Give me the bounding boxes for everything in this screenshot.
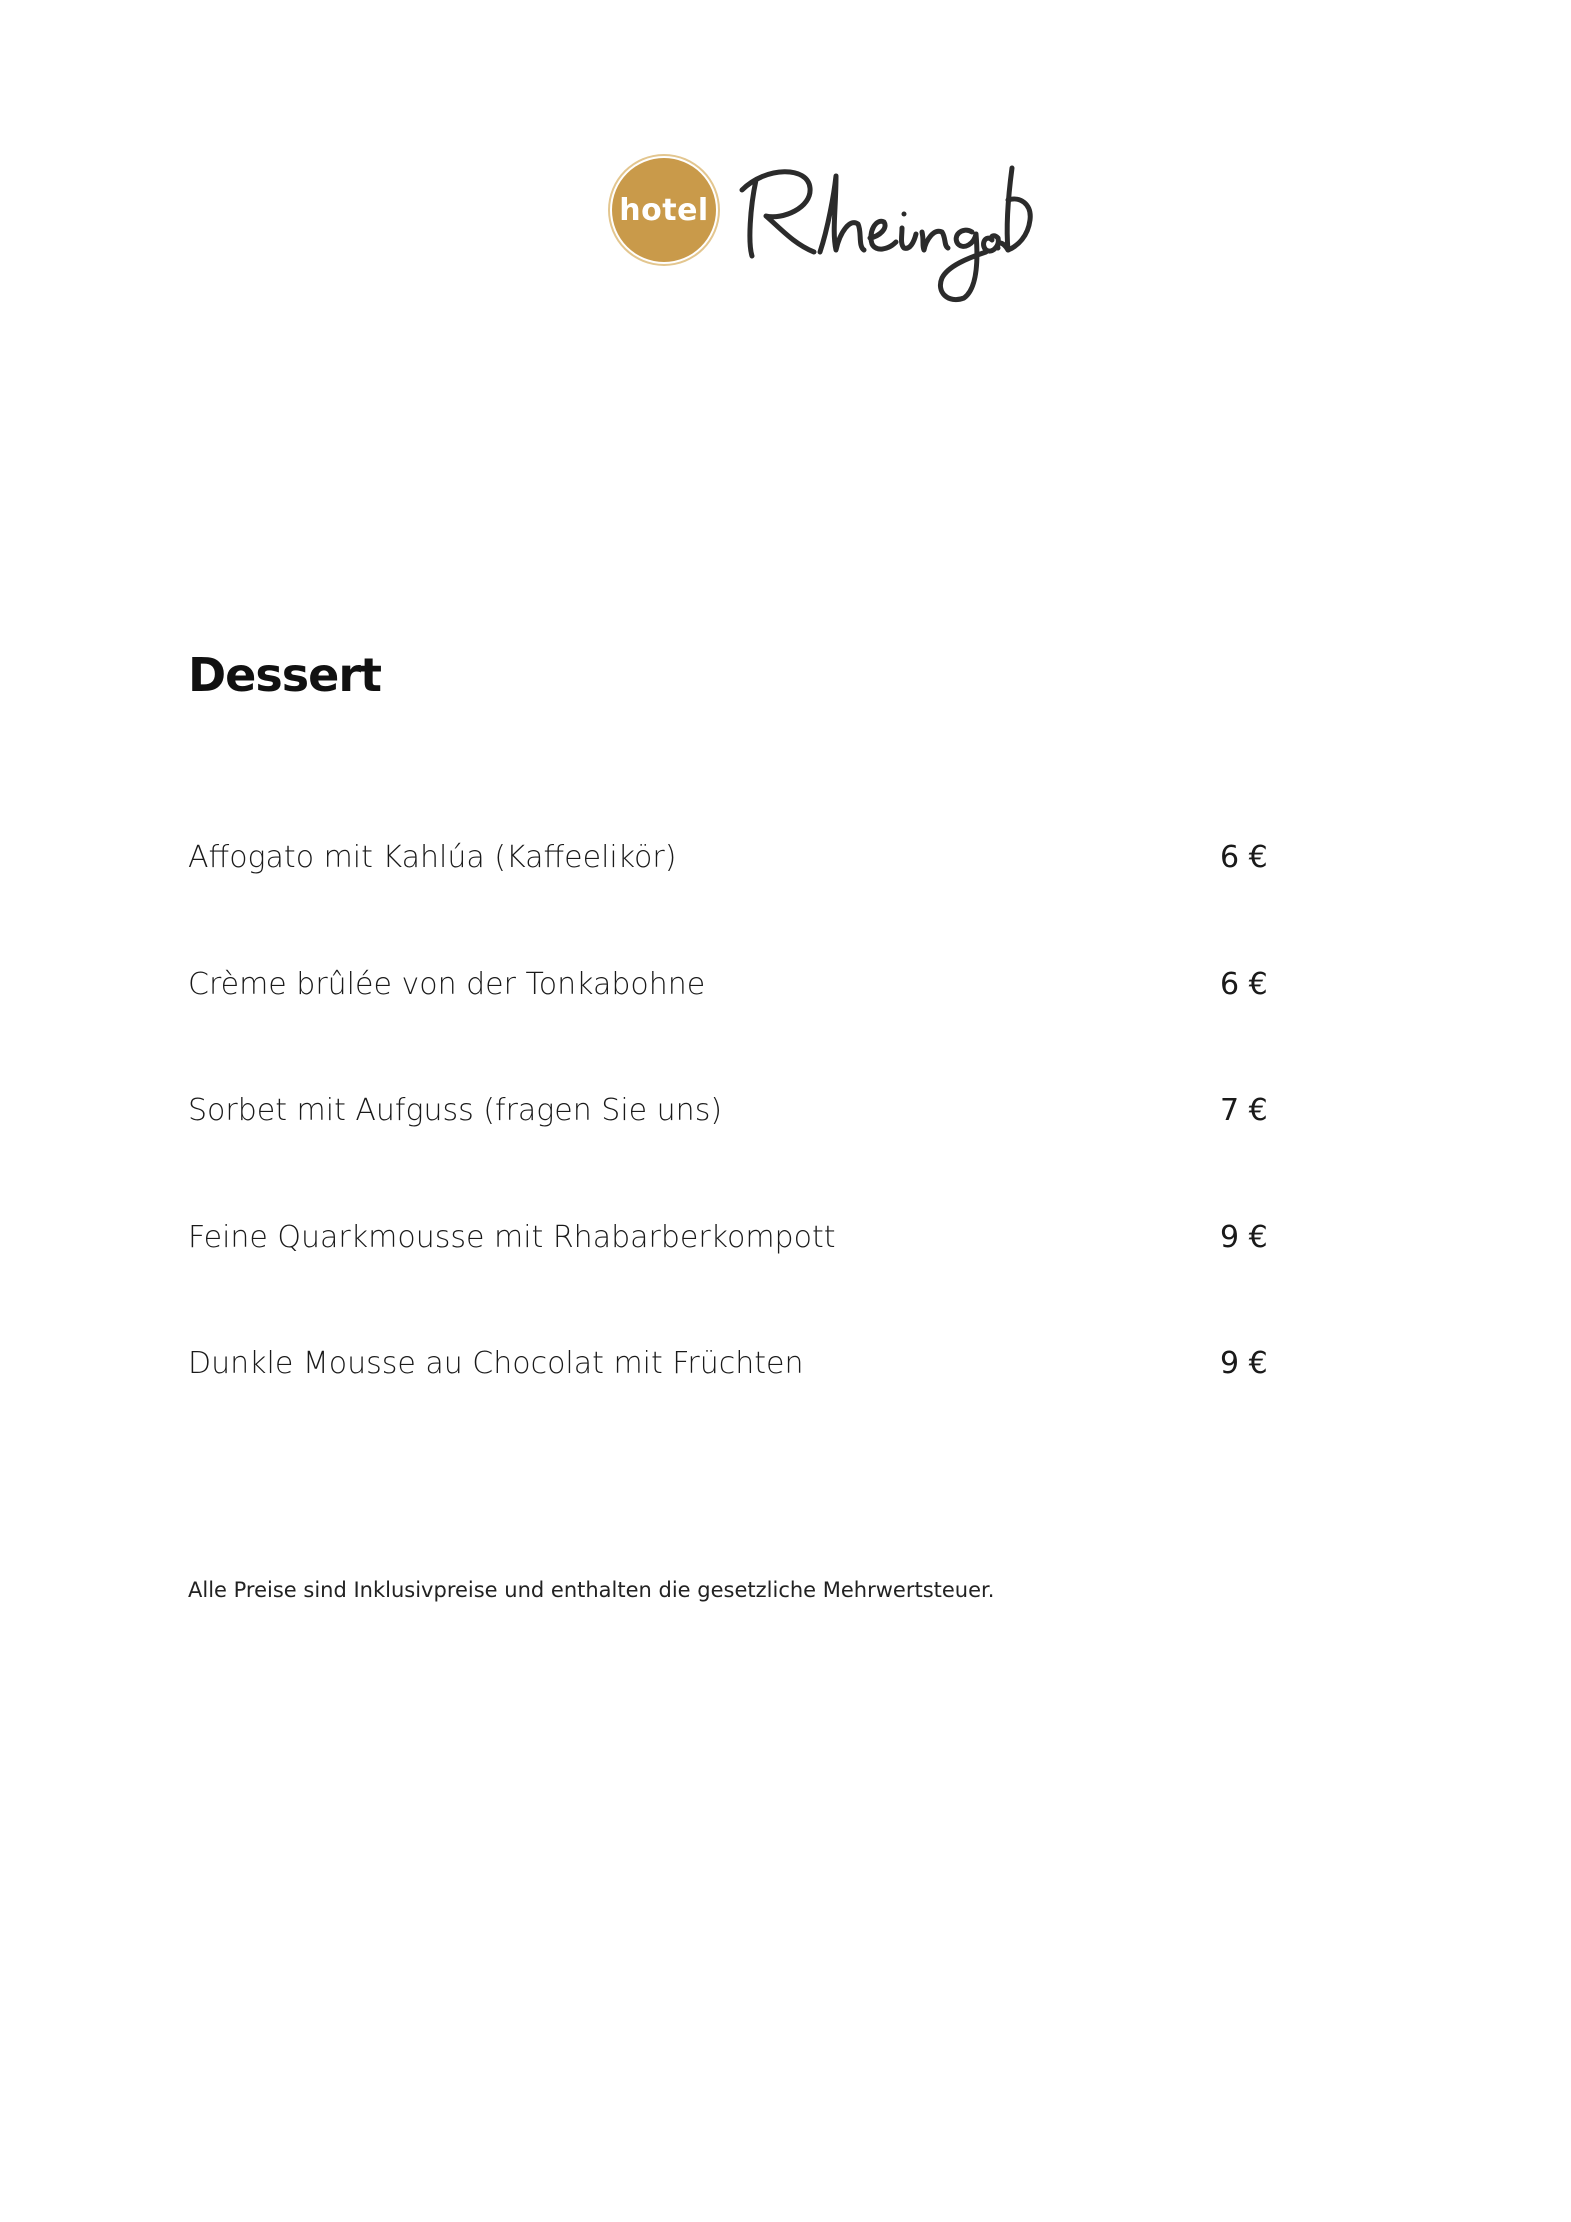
menu-item-name: Crème brûlée von der Tonkabohne [188, 966, 706, 1002]
logo-script-wordmark [736, 148, 1036, 318]
menu-item-price: 6 € [1220, 840, 1268, 875]
menu-item [188, 840, 1268, 967]
menu-item-name: Affogato mit Kahlúa (Kaffeelikör) [188, 840, 677, 875]
menu-item [188, 1093, 1268, 1220]
menu-item-price: 7 € [1220, 1093, 1268, 1128]
menu-item [188, 1346, 1268, 1473]
menu-item [188, 967, 1268, 1094]
hotel-logo [612, 148, 1042, 318]
menu-item-price: 9 € [1220, 1346, 1268, 1381]
menu-item-name: Feine Quarkmousse mit Rhabarberkompott [188, 1219, 836, 1255]
logo-badge-text: hotel [619, 192, 709, 228]
page-title: Dessert [188, 648, 382, 702]
logo-badge [612, 158, 716, 262]
menu-item [188, 1220, 1268, 1347]
menu-item-name: Sorbet mit Aufguss (fragen Sie uns) [188, 1093, 723, 1128]
menu-item-name: Dunkle Mousse au Chocolat mit Früchten [188, 1346, 804, 1381]
dessert-menu-list [188, 840, 1268, 1473]
menu-item-price: 6 € [1220, 966, 1268, 1002]
menu-item-price: 9 € [1220, 1219, 1268, 1255]
vat-note: Alle Preise sind Inklusivpreise und enthalten die gesetzliche Mehrwertsteuer. [188, 1578, 995, 1602]
